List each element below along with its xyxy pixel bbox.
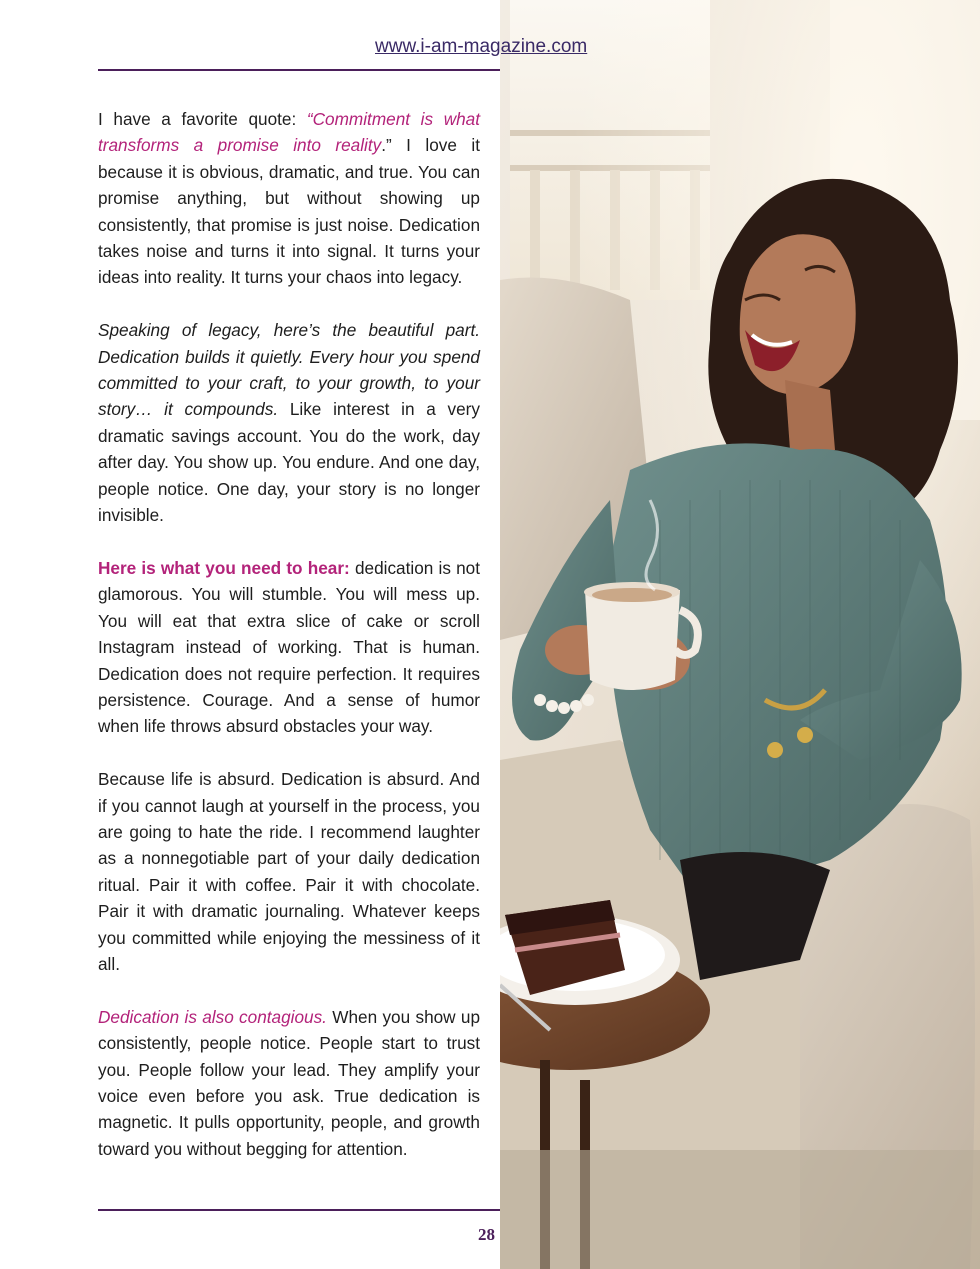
paragraph-2: Speaking of legacy, here’s the beautiful part. Dedication builds it quietly. Every hour you spend committed to your craft, to your growth, to your story… it compounds. Like interest in a very dramatic savings account. You do the work, day after day. You show up. You endure. And one day, people notice. One day, your story is no longer invisible. (98, 320, 480, 526)
header-divider (98, 69, 500, 71)
paragraph-4: Because life is absurd. Dedication is absurd. And if you cannot laugh at yourself in the process, you are going to hate the ride. I recommend laughter as a nonnegotiable part of your daily dedication ritual. Pair it with coffee. Pair it with chocolate. Pair it with dramatic journaling. Whatever keeps you committed while enjoying the messiness of it all. (98, 769, 480, 974)
quote-text: “Commitment is what transforms a promise into reality (98, 109, 480, 156)
footer-divider (98, 1209, 500, 1211)
magazine-url-link[interactable]: www.i-am-magazine.com (375, 36, 588, 57)
bold-lead: Here is what you need to hear: (98, 557, 350, 578)
italic-pink-lead: Dedication is also contagious. (98, 1006, 327, 1027)
paragraph-1: I have a favorite quote: “Commitment is what transforms a promise into reality.” I love it because it is obvious, dramatic, and true. You can promise anything, but without showing up consistently, that promise is just noise. Dedication takes noise and turns it into signal. It turns your ideas into reality. It turns your chaos into legacy. (98, 109, 480, 288)
paragraph-3: Here is what you need to hear: dedication is not glamorous. You will stumble. You will mess up. You will eat that extra slice of cake or scroll Instagram instead of working. That is human. Dedication does not require perfection. It requires persistence. Courage. And a sense of humor when life throws absurd obstacles your way. (98, 557, 480, 737)
italic-lead: Speaking of legacy, here’s the beautiful part. Dedication builds it quietly. Every hour you spend committed to your craft, to your growth, to your story… it compounds. (98, 320, 480, 420)
paragraph-5: Dedication is also contagious. When you show up consistently, people notice. People start to trust you. People follow your lead. They amplify your voice even before you ask. True dedication is magnetic. It pulls opportunity, people, and growth toward you without begging for attention. (98, 1006, 481, 1159)
page-number: 28 (478, 1225, 495, 1244)
article-body (98, 106, 480, 1189)
photo-woman-laughing-with-coffee (500, 0, 980, 1269)
